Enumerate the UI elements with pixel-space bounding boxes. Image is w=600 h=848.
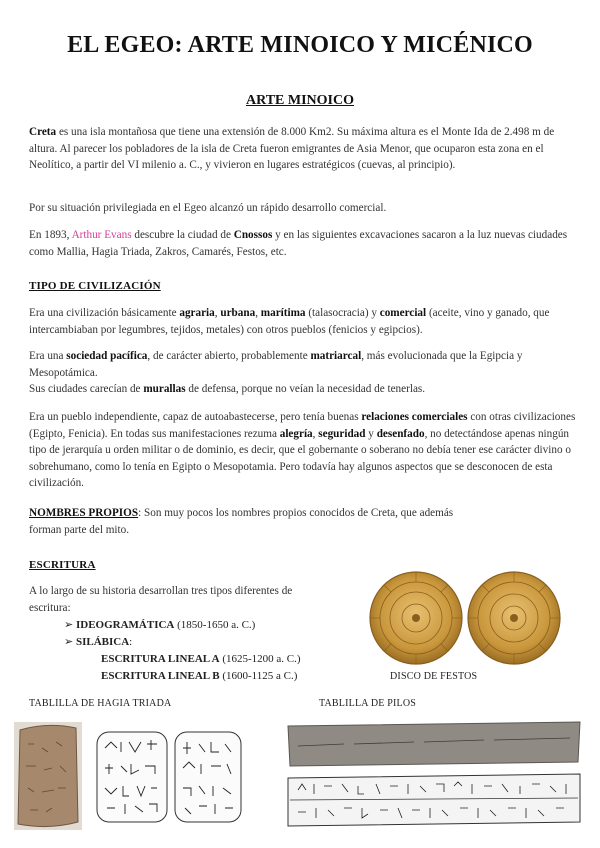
list-item-ideogramatica: ➢ IDEOGRAMÁTICA (1850-1650 a. C.) [64,619,256,631]
paragraph-pueblo: Era un pueblo independiente, capaz de autoabastecerse, pero tenía buenas relaciones comerciales con otras civilizaciones (Egipto, Fenicia). En todas sus manifestaciones rezuma alegría, seguridad y desenfado, no detectándose apenas ningún tipo de jerarquía u orden militar o de dominio, es decir, que el gobernante o soberano no debía tener ese carácter divino o sobrehumano, como lo tenía en Egipto o Mesopotamia. Pero todavía hay algunos aspectos que se desconocen de esta civilización. [29,411,576,489]
list-item-lineal-a: ESCRITURA LINEAL A (1625-1200 a. C.) [101,653,301,665]
disco-de-festos-image [368,569,564,667]
pilos-tablet-photo [284,716,584,828]
section-heading-civilizacion: TIPO DE CIVILIZACIÓN [29,280,161,292]
paragraph-escritura: A lo largo de su historia desarrollan tres tipos diferentes de escritura: [29,585,293,614]
paragraph-sociedad: Era una sociedad pacífica, de carácter abierto, probablemente matriarcal, más evolucionada que la Egipcia y Mesopotámica. Sus ciudades carecían de murallas de defensa, porque no veían la necesidad de tenerlas. [29,350,523,395]
paragraph-creta: Creta es una isla montañosa que tiene una extensión de 8.000 Km2. Su máxima altura es el Monte Ida de 2.498 m de altura. Al parecer los pobladores de la isla de Creta fueron emigrantes de Asia Menor, que ocuparon esta zona en el Neolítico, a partir del VI milenio a. C., y vivieron en lugares estratégicos (cuevas, al principio). [29,126,555,171]
paragraph-civilizacion: Era una civilización básicamente agraria, urbana, marítima (talasocracia) y comercial (aceite, vino y ganado, que intercambiaban por legumbres, tejidos, metales) con otros pueblos (fenicios y egipcios). [29,307,550,336]
paragraph-nombres: NOMBRES PROPIOS: Son muy pocos los nombres propios conocidos de Creta, que además forman parte del mito. [29,507,454,536]
section-heading-minoico: ARTE MINOICO [245,93,354,108]
paragraph-evans: En 1893, Arthur Evans descubre la ciudad de Cnossos y en las siguientes excavaciones sacaron a la luz nuevas ciudades como Mallia, Hagia Triada, Zakros, Camarés, Festos, etc. [29,229,568,258]
caption-pilos: TABLILLA DE PILOS [319,698,417,709]
hagia-triada-drawing [95,728,245,828]
section-heading-escritura: ESCRITURA [29,559,96,571]
list-item-silabica: ➢ SILÁBICA: [64,636,133,648]
caption-hagia-triada: TABLILLA DE HAGIA TRIADA [29,698,172,709]
list-item-lineal-b: ESCRITURA LINEAL B (1600-1125 a C.) [101,670,298,682]
paragraph-situacion: Por su situación privilegiada en el Egeo alcanzó un rápido desarrollo comercial. [29,202,387,214]
hagia-triada-tablet-photo [14,722,82,830]
arthur-evans-link[interactable]: Arthur Evans [71,229,132,241]
caption-disco-festos: DISCO DE FESTOS [390,671,478,682]
page-title: EL EGEO: ARTE MINOICO Y MICÉNICO [67,32,533,58]
